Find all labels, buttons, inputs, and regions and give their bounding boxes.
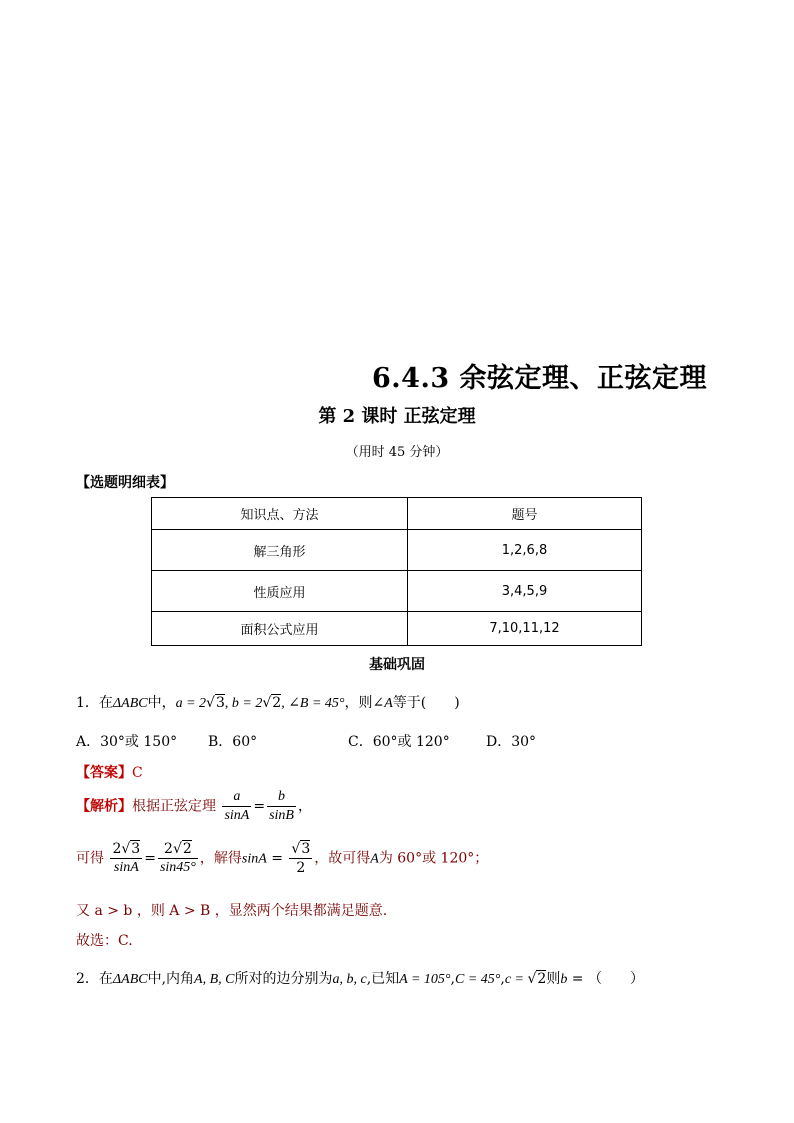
- variable: a, b, c: [332, 972, 367, 987]
- text: 中,内角: [147, 971, 195, 987]
- table-cell: 3,4,5,9: [408, 571, 642, 612]
- triangle-symbol: ΔABC: [112, 972, 148, 987]
- fraction: [222, 788, 251, 825]
- text: 等于( ): [392, 695, 460, 711]
- radicand: 2: [272, 695, 282, 711]
- question-details-table: [151, 497, 642, 646]
- column-header: 题号: [408, 498, 642, 530]
- text: 2: [112, 841, 122, 857]
- details-label: 【选题明细表】: [76, 475, 174, 491]
- text: 则: [546, 971, 561, 987]
- analysis-line-2: 可得 $\frac{2√3}{\sin A}$ = $\frac{2√2}{\sin 45^\circ}$ ，解得sinA = $\frac{√3}{2}$ ，故可得A为 60°或 120°；: [76, 841, 489, 876]
- text: 所对的边分别为: [234, 971, 333, 987]
- variable: A: [370, 851, 379, 867]
- fraction: [110, 840, 142, 877]
- numerator: b: [267, 788, 296, 807]
- fraction: [289, 840, 312, 877]
- denominator: sin45°: [159, 860, 196, 875]
- question-number: 2．在: [76, 971, 113, 987]
- numerator: a: [222, 788, 251, 807]
- answer-line: [76, 762, 143, 782]
- table-cell: 解三角形: [152, 530, 408, 571]
- table-row: [152, 571, 642, 612]
- fraction: [267, 788, 296, 825]
- text: ,: [450, 971, 455, 987]
- time-limit: （用时 45 分钟）: [345, 445, 449, 460]
- condition-b: , b = 2: [224, 696, 263, 711]
- denominator: 2: [296, 860, 306, 876]
- denominator: sinB: [269, 808, 294, 823]
- variable: sinA: [241, 851, 267, 867]
- text: 根据正弦定理: [132, 798, 216, 815]
- text: 2: [164, 841, 173, 857]
- numerator: √3: [291, 841, 311, 857]
- radicand: 3: [301, 841, 311, 857]
- radicand: 2: [182, 841, 192, 857]
- analysis-label: 【解析】: [76, 798, 132, 815]
- radicand: 2: [537, 971, 547, 987]
- text: =: [266, 850, 288, 867]
- text: ,已知: [366, 971, 400, 987]
- option-c: C．60°或 120°: [348, 734, 450, 750]
- condition: c =: [504, 972, 528, 987]
- sqrt-symbol: √: [262, 695, 272, 711]
- condition: A = 105°: [399, 972, 451, 987]
- text: 可得: [76, 850, 104, 867]
- table-cell: 性质应用: [152, 571, 408, 612]
- table-cell: 面积公式应用: [152, 612, 408, 646]
- lesson-subtitle: 第 2 课时 正弦定理: [318, 406, 476, 427]
- triangle-symbol: ΔABC: [112, 696, 148, 711]
- table-row: [152, 612, 642, 646]
- section-heading: 基础巩固: [369, 657, 425, 673]
- column-header: 知识点、方法: [152, 498, 408, 530]
- condition: C = 45°: [454, 972, 501, 987]
- variable: b: [560, 972, 568, 987]
- option-d: D．30°: [486, 734, 537, 750]
- sqrt-symbol: √: [206, 695, 215, 711]
- condition-angle: , ∠B = 45°: [281, 696, 345, 711]
- analysis-line-3: 又 a > b ，则 A > B ，显然两个结果都满足题意.: [76, 903, 388, 919]
- text: ,: [500, 971, 505, 987]
- radicand: 3: [131, 841, 141, 857]
- option-b: B．60°: [208, 734, 258, 750]
- question-2: 2．在ΔABC中,内角A, B, C所对的边分别为a, b, c,已知A = 105°,C = 45°,c = √2则b = （ ）: [76, 971, 644, 987]
- denominator: sinA: [113, 860, 139, 875]
- page-title: 6.4.3 余弦定理、正弦定理: [372, 363, 708, 394]
- question-number: 1．在: [76, 695, 113, 711]
- numerator: 2√2: [158, 840, 198, 859]
- denominator: sinA: [224, 808, 250, 823]
- condition-a: a = 2: [175, 696, 207, 711]
- fraction: [158, 840, 198, 877]
- option-a: A．30°或 150°: [76, 734, 178, 750]
- text: ，: [297, 798, 312, 815]
- variable: A, B, C: [194, 972, 235, 987]
- analysis-line-1: 【解析】根据正弦定理 $\frac{a}{\sin A}$ = $\frac{b}{\sin B}$ ，: [76, 789, 312, 823]
- table-row: [152, 530, 642, 571]
- text: 中，: [147, 695, 176, 711]
- table-cell: 7,10,11,12: [408, 612, 642, 646]
- text: ，故可得: [314, 850, 371, 867]
- radicand: 3: [215, 695, 225, 711]
- table-cell: 1,2,6,8: [408, 530, 642, 571]
- text: ，则∠: [344, 695, 385, 711]
- answer-value: C: [132, 765, 143, 781]
- text: = （ ）: [567, 971, 644, 987]
- question-1: [76, 692, 460, 712]
- table-header-row: [152, 498, 642, 530]
- analysis-line-4: 故选：C.: [76, 933, 133, 949]
- numerator: 2√3: [112, 841, 141, 857]
- text: ，解得: [199, 850, 242, 867]
- text: 为 60°或 120°；: [378, 850, 489, 867]
- answer-label: 【答案】: [76, 765, 132, 781]
- variable: A: [384, 696, 393, 711]
